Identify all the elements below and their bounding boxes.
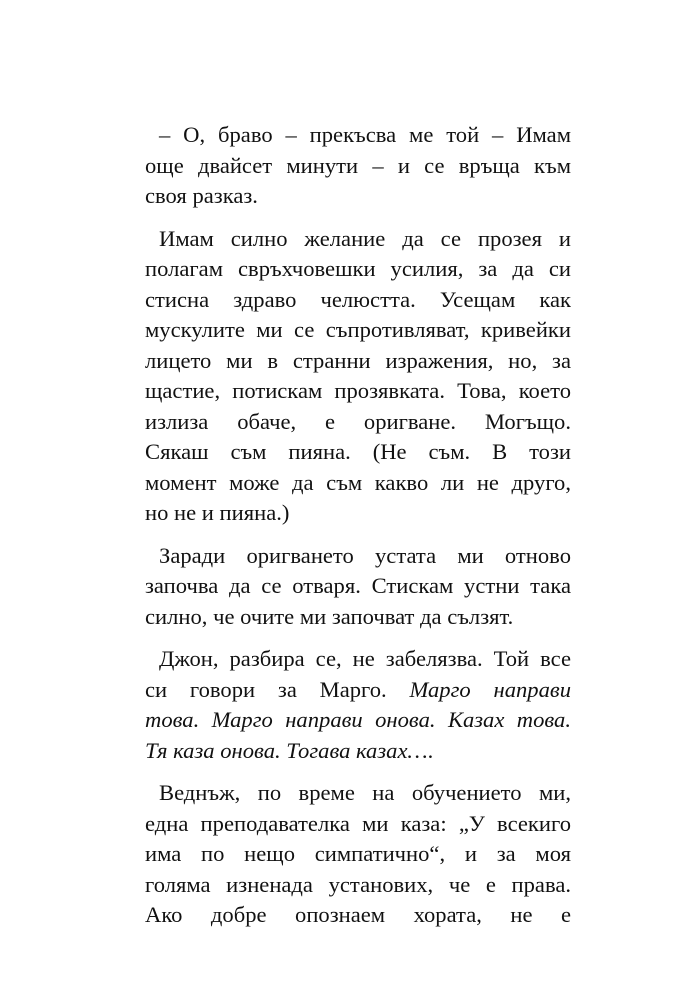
book-page bbox=[131, 120, 571, 931]
italic-segment: Марго направи bbox=[409, 676, 571, 702]
text-line: щастие, потискам прозявката. Това, което bbox=[145, 378, 571, 403]
text-line: излиза обаче, е оригване. Могъщо. bbox=[145, 408, 571, 434]
text-line: полагам свръхчовешки усилия, за да си bbox=[145, 256, 571, 281]
text-line: лицето ми в странни изражения, но, за bbox=[145, 347, 571, 373]
text-line: своя разказ. bbox=[145, 183, 258, 208]
paragraph-1 bbox=[131, 120, 571, 212]
text-line: Веднъж, по време на обучението ми, bbox=[159, 780, 571, 805]
text-line: стисна здраво челюстта. Усещам как bbox=[145, 286, 571, 312]
text-line: една преподавателка ми каза: „У всекиго bbox=[145, 810, 571, 836]
text-line: започва да се отваря. Стискам устни така bbox=[145, 573, 571, 598]
text-line: има по нещо симпатично“, и за моя bbox=[145, 841, 571, 866]
paragraph-3 bbox=[131, 541, 571, 633]
text-line bbox=[131, 675, 571, 706]
paragraph-5 bbox=[131, 778, 571, 931]
paragraph-4 bbox=[131, 644, 571, 766]
text-line: Имам силно желание да се прозея и bbox=[159, 225, 571, 251]
text-line: Сякаш съм пияна. (Не съм. В този bbox=[145, 439, 571, 464]
text-line: – О, браво – прекъсва ме той – Имам bbox=[159, 122, 571, 147]
italic-segment: Тя каза онова. Тогава казах… bbox=[145, 737, 428, 763]
text-line: Джон, разбира се, не забелязва. Той все bbox=[159, 646, 571, 671]
text-segment: . bbox=[427, 737, 434, 763]
text-line: Заради оригването устата ми отново bbox=[159, 542, 571, 568]
text-segment: си говори за Марго. bbox=[145, 676, 410, 702]
text-line: но не и пияна.) bbox=[145, 500, 290, 525]
text-line: мускулите ми се съпротивляват, кривейки bbox=[145, 317, 571, 342]
text-line: момент може да съм какво ли не друго, bbox=[145, 469, 571, 495]
paragraph-2 bbox=[131, 224, 571, 529]
text-line bbox=[131, 705, 571, 736]
text-line: силно, че очите ми започват да сълзят. bbox=[145, 603, 514, 629]
italic-segment: това. Марго направи онова. Казах това. bbox=[145, 707, 571, 732]
text-line bbox=[131, 736, 571, 767]
text-line: Ако добре опознаем хората, не е bbox=[145, 902, 571, 927]
text-line: още двайсет минути – и се връща към bbox=[145, 152, 571, 178]
text-line: голяма изненада установих, че е права. bbox=[145, 871, 571, 897]
